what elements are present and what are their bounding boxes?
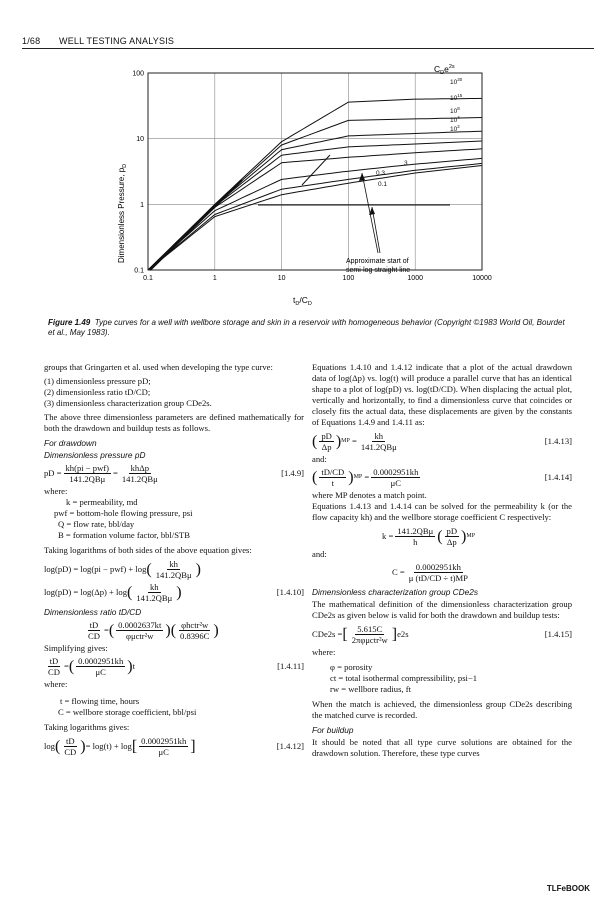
paragraph: It should be noted that all type curve solutions are obtained for the drawdown solution. Therefore, these type curves <box>312 737 572 758</box>
definition: t = flowing time, hours <box>60 696 140 706</box>
definition: B = formation volume factor, bbl/STB <box>58 530 190 540</box>
equation-log-pd: log(pD) = log(pi − pwf) + log ( $\frac{kh}{\text{141.2QBμ}}$ ) <box>44 559 201 580</box>
equation-1-4-15: CDe2s = [ $\frac{5.615C}{\text{2πφμctr²w}}$ ] e2s [1.4.15] <box>312 624 572 645</box>
list-item: (1) dimensionless pressure pD; <box>44 376 151 386</box>
equation-1-4-12: log ( $\frac{tD}{CD}$ ) = log(t) + log [ $\frac{0.0002951kh}{\mu C}$ ] [1.4.12] <box>44 736 304 757</box>
paragraph: where: <box>44 486 68 496</box>
unit-slope-line <box>150 180 242 270</box>
type-curve-chart <box>0 55 604 315</box>
paragraph: and: <box>312 549 327 559</box>
subheading: For drawdown <box>44 438 97 448</box>
x-tick-label: 0.1 <box>143 275 153 282</box>
paragraph: groups that Gringarten et al. used when developing the type curve: <box>44 362 273 372</box>
x-tick-label: 10 <box>277 275 286 282</box>
equation-1-4-10: log(pD) = log(Δp) + log ( $\frac{kh}{\text{141.2QBμ}}$ ) [1.4.10] <box>44 582 304 603</box>
curve-label: $10^{30}$ <box>450 77 463 86</box>
curve-label: $10^2$ <box>450 124 460 133</box>
type-curve-1 <box>148 118 482 271</box>
paragraph: where: <box>44 679 68 689</box>
curve-label: $10^{15}$ <box>450 93 463 102</box>
paragraph: The mathematical definition of the dimensionless characterization group CDe2s as given below is valid for both the drawdown and buildup tests: <box>312 599 572 620</box>
paragraph: The above three dimensionless parameters are defined mathematically for both the drawdown and buildup tests as follows. <box>44 412 304 433</box>
type-curve-5 <box>148 158 482 270</box>
equation-number: [1.4.11] <box>277 661 304 671</box>
definitions-list <box>44 497 304 541</box>
equation-number: [1.4.10] <box>276 587 304 597</box>
paragraph: and: <box>312 454 327 464</box>
curve-label: $10^8$ <box>450 106 460 115</box>
curve-label: 0.1 <box>378 181 388 188</box>
left-column <box>44 362 304 759</box>
type-curve-7 <box>148 166 482 271</box>
y-tick-label: 1 <box>140 201 144 209</box>
subheading: Dimensionless ratio tD/CD <box>44 607 142 617</box>
right-column <box>312 362 572 762</box>
equation-number: [1.4.12] <box>276 741 304 751</box>
list-item: (3) dimensionless characterization group CDe2s. <box>44 398 212 408</box>
equation-1-4-13: ( $\frac{pD}{\Delta p}$ ) MP = $\frac{kh}{\text{141.2QBμ}}$ [1.4.13] <box>312 431 572 452</box>
type-curve-6 <box>148 163 482 270</box>
definition: pwf = bottom-hole flowing pressure, psi <box>54 508 193 518</box>
equation-number: [1.4.13] <box>544 436 572 446</box>
x-tick-label: 1 <box>212 275 217 282</box>
equation-1-4-14: ( $\frac{tD/CD}{t}$ ) MP = $\frac{0.0002951kh}{\mu C}$ [1.4.14] <box>312 467 572 488</box>
definition: Q = flow rate, bbl/day <box>58 519 135 529</box>
paragraph: Taking logarithms of both sides of the above equation gives: <box>44 545 252 555</box>
definitions-list <box>44 696 304 718</box>
chart-ticks <box>132 71 492 283</box>
equation-number: [1.4.15] <box>544 629 572 639</box>
paragraph: Equations 1.4.13 and 1.4.14 can be solved for the permeability k (or the flow capacity kh) and the wellbore storage coefficient C respectively: <box>312 501 572 522</box>
y-tick-label: 100 <box>132 70 144 78</box>
x-tick-label: 1000 <box>407 275 423 282</box>
subheading: For buildup <box>312 725 354 735</box>
equation-1-4-11: $\frac{tD}{CD}$ = ( $\frac{0.0002951kh}{\mu C}$ ) t [1.4.11] <box>48 656 304 677</box>
figure-caption <box>48 318 568 338</box>
paragraph: where: <box>312 647 336 657</box>
subheading: Dimensionless pressure pD <box>44 450 146 460</box>
paragraph: Taking logarithms gives: <box>44 722 130 732</box>
paragraph: Equations 1.4.10 and 1.4.12 indicate that a plot of the actual drawdown data of log(Δp) vs. log(t) will produce a parallel curve that has an identical shape to a plot of log(pD) vs. log(tD/CD). When displacing the actual plot, vertically and horizontally, to find a dimensionless curve that coincides or closely fits the actual data, these displacements are given by the constants of Equations 1.4.9 and 1.4.11 as: <box>312 362 572 427</box>
curve-label: 0.3 <box>376 170 386 177</box>
page-number: 1/68 <box>22 36 41 46</box>
equation-k: k = $\frac{\text{141.2QBμ}}{h}$ ( $\frac{pD}{\Delta p}$ ) MP <box>382 526 476 547</box>
definition: k = permeability, md <box>66 497 138 507</box>
annotation-text-1: Approximate start of <box>346 258 409 265</box>
legend-title: $C_De^{2s}$ <box>434 64 455 76</box>
subheading: Dimensionless characterization group CDe2s <box>312 587 479 597</box>
definitions-list <box>312 662 572 695</box>
paragraph: When the match is achieved, the dimensionless group CDe2s describing the matched curve is recorded. <box>312 699 572 720</box>
curve-label: 3 <box>404 160 408 167</box>
type-curve-4 <box>148 149 482 270</box>
y-tick-label: 10 <box>136 136 144 144</box>
y-axis-label: Dimensionless Pressure, $p_D$ <box>117 163 128 263</box>
paragraph: Simplifying gives: <box>44 643 108 653</box>
definition: C = wellbore storage coefficient, bbl/psi <box>58 707 197 717</box>
chart-curves <box>148 98 482 270</box>
caption-label: Figure 1.49 <box>48 318 91 327</box>
list-item: (2) dimensionless ratio tD/CD; <box>44 387 151 397</box>
definition: rw = wellbore radius, ft <box>330 684 411 694</box>
equation-number: [1.4.9] <box>281 468 304 478</box>
x-axis-label: $t_D/C_D$ <box>293 295 312 307</box>
curve-label: $10^4$ <box>450 115 460 124</box>
equation-c: C = $\frac{0.0002951kh}{\mu (tD/CD \div t)MP}$ <box>392 562 468 583</box>
equation-td-cd: $\frac{tD}{CD}$ = ( $\frac{0.0002637kt}{\text{φμctr²w}}$ ) ( $\frac{\text{φhctr²w}}{0.8396C}$ ) <box>88 620 219 641</box>
header-rule <box>22 48 594 49</box>
paragraph: where MP denotes a match point. <box>312 490 427 500</box>
x-tick-label: 100 <box>342 275 355 282</box>
equation-1-4-9: pD = $\frac{\text{kh(pi − pwf)}}{\text{141.2QBμ}}$ = $\frac{\text{khΔp}}{\text{141.2QBμ}}$ [1.4.9] <box>44 463 304 484</box>
running-header <box>22 36 190 46</box>
header-title: WELL TESTING ANALYSIS <box>59 36 175 46</box>
y-tick-label: 0.1 <box>134 267 144 275</box>
annotation-text-2: semi-log straight line <box>346 267 411 274</box>
curve-labels <box>376 77 463 188</box>
x-tick-label: 10000 <box>472 275 492 282</box>
caption-text: Type curves for a well with wellbore storage and skin in a reservoir with homogeneous behavior (Copyright ©1983 World Oil, Bourdet et al., May 1983). <box>48 318 565 337</box>
definition: φ = porosity <box>330 662 373 672</box>
equation-number: [1.4.14] <box>544 472 572 482</box>
definition: ct = total isothermal compressibility, psi−1 <box>330 673 478 683</box>
footer-mark: TLFeBOOK <box>546 884 590 893</box>
